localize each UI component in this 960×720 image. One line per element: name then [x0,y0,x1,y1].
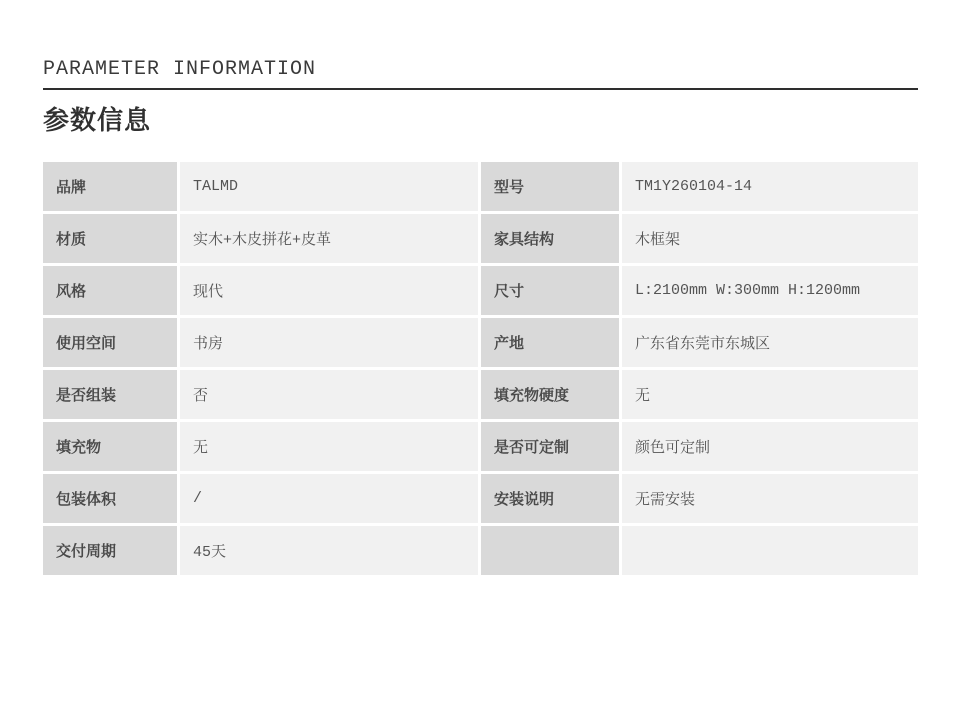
param-label-cell: 型号 [481,162,619,211]
param-value-cell: 实木+木皮拼花+皮革 [180,214,478,263]
param-value-cell: 现代 [180,266,478,315]
param-label-cell: 是否组装 [43,370,177,419]
param-label-cell: 包装体积 [43,474,177,523]
param-value-cell: 颜色可定制 [622,422,918,471]
param-label-cell: 填充物 [43,422,177,471]
param-value-cell: 否 [180,370,478,419]
param-value-cell: 无 [622,370,918,419]
param-label-cell: 家具结构 [481,214,619,263]
param-label-cell: 使用空间 [43,318,177,367]
parameter-table [43,162,918,575]
param-value-cell: 无需安装 [622,474,918,523]
param-value-cell: L:2100mm W:300mm H:1200mm [622,266,918,315]
param-label-cell: 尺寸 [481,266,619,315]
param-value-cell: 45天 [180,526,478,575]
param-value-cell: 木框架 [622,214,918,263]
param-value-cell: TM1Y260104-14 [622,162,918,211]
param-value-cell: 广东省东莞市东城区 [622,318,918,367]
param-value-cell [622,526,918,575]
param-label-cell: 材质 [43,214,177,263]
page-title-english: PARAMETER INFORMATION [43,58,317,81]
param-label-cell: 品牌 [43,162,177,211]
title-divider [43,88,918,90]
param-value-cell: 书房 [180,318,478,367]
param-value-cell: / [180,474,478,523]
param-label-cell: 风格 [43,266,177,315]
param-label-cell: 安装说明 [481,474,619,523]
page-title-chinese: 参数信息 [43,106,152,136]
param-label-cell: 填充物硬度 [481,370,619,419]
param-value-cell: 无 [180,422,478,471]
param-label-cell: 产地 [481,318,619,367]
param-label-cell [481,526,619,575]
param-value-cell: TALMD [180,162,478,211]
param-label-cell: 是否可定制 [481,422,619,471]
page-header [43,58,918,137]
param-label-cell: 交付周期 [43,526,177,575]
